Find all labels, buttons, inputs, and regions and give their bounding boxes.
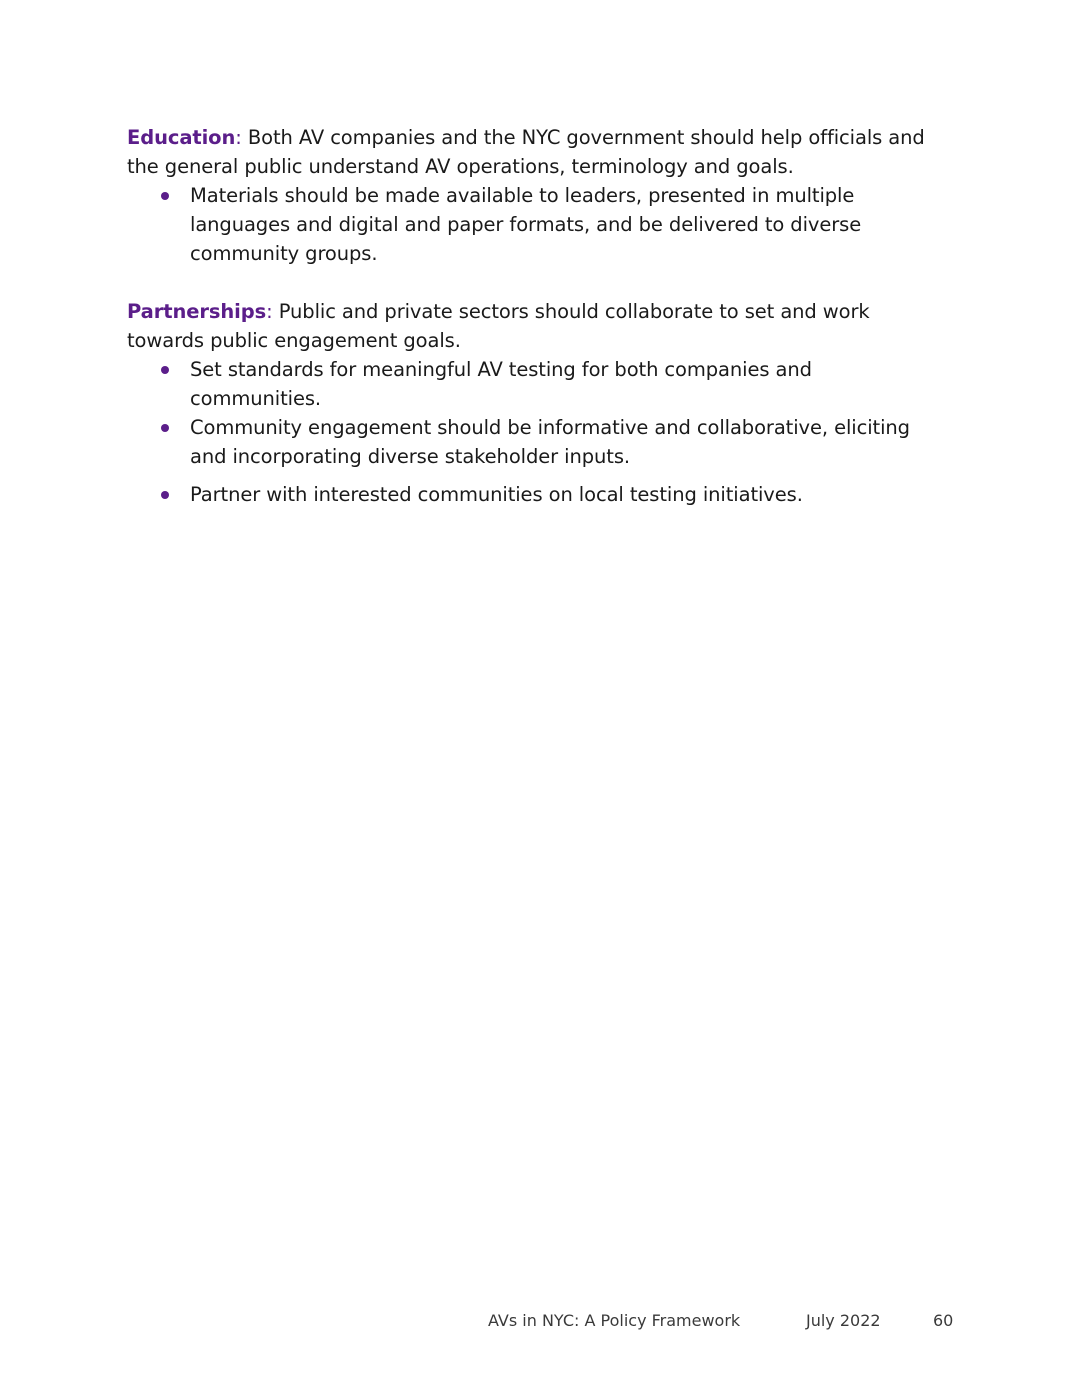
partnerships-paragraph	[127, 297, 947, 355]
list-item	[127, 181, 947, 268]
bullet-icon	[161, 491, 169, 499]
education-separator: :	[235, 126, 242, 149]
partnerships-separator: :	[266, 300, 273, 323]
page-body	[127, 123, 947, 509]
page-number: 60	[933, 1311, 954, 1330]
education-bullet-list	[127, 181, 947, 268]
education-section	[127, 123, 947, 268]
footer-title: AVs in NYC: A Policy Framework	[488, 1311, 741, 1330]
education-text: Both AV companies and the NYC government should help officials and the general public understand AV operations, terminology and goals.	[127, 126, 925, 178]
bullet-icon	[161, 424, 169, 432]
bullet-text: Partner with interested communities on local testing initiatives.	[190, 483, 803, 506]
bullet-icon	[161, 366, 169, 374]
education-paragraph	[127, 123, 947, 181]
footer-date: July 2022	[806, 1311, 881, 1330]
partnerships-text: Public and private sectors should collaborate to set and work towards public engagement goals.	[127, 300, 870, 352]
partnerships-section	[127, 297, 947, 509]
partnerships-term: Partnerships	[127, 300, 267, 323]
list-item	[127, 480, 947, 509]
partnerships-bullet-list	[127, 355, 947, 509]
list-item	[127, 413, 947, 471]
bullet-icon	[161, 192, 169, 200]
bullet-text: Set standards for meaningful AV testing for both companies and communities.	[190, 358, 812, 410]
education-term: Education	[127, 126, 236, 149]
list-item	[127, 355, 947, 413]
bullet-text: Community engagement should be informative and collaborative, eliciting and incorporating diverse stakeholder inputs.	[190, 416, 910, 468]
bullet-text: Materials should be made available to leaders, presented in multiple languages and digital and paper formats, and be delivered to diverse community groups.	[190, 184, 862, 265]
